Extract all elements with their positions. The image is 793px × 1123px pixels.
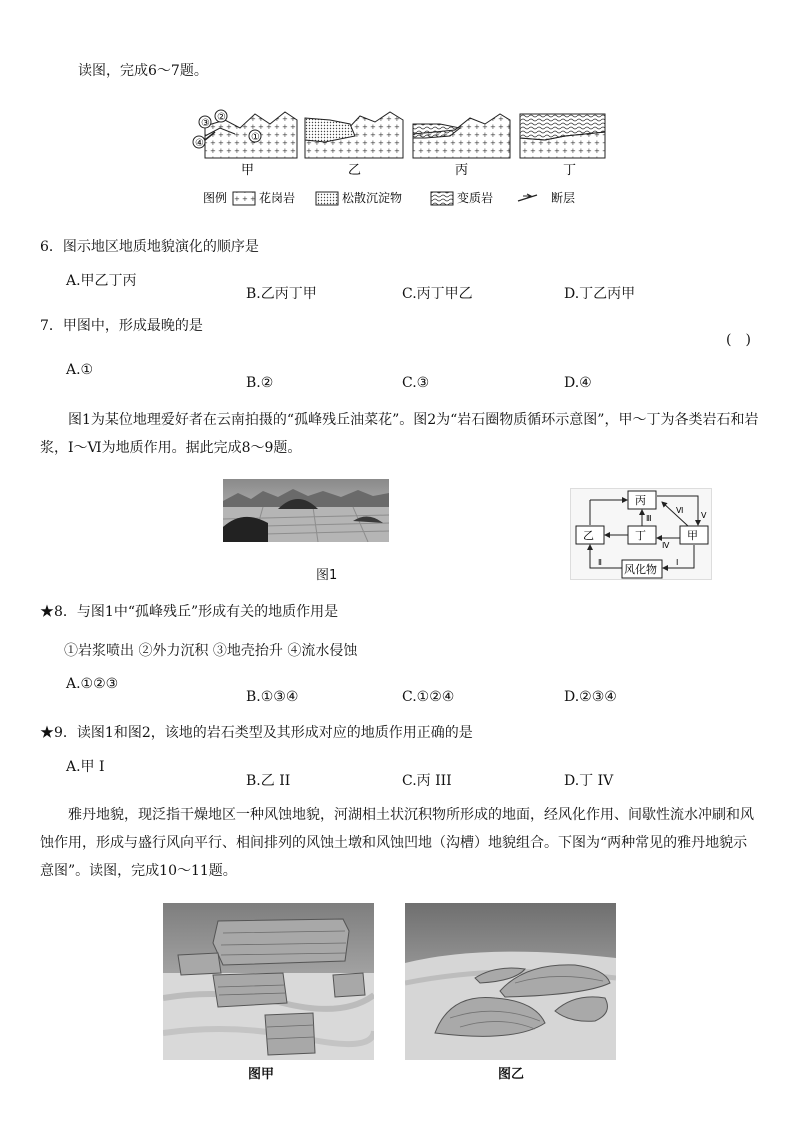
q7-option-d[interactable]: D.④ [564, 375, 592, 391]
marker-1: ① [251, 132, 260, 143]
q6-option-b[interactable]: B.乙丙丁甲 [246, 286, 317, 302]
legend-metamorphic: 变质岩 [457, 191, 494, 205]
intro-8-9: 图1为某位地理爱好者在云南拍摄的“孤峰残丘油菜花”。图2为“岩石圈物质循环示意图”，甲～丁为各类岩石和岩浆，Ⅰ～Ⅵ为地质作用。据此完成8～9题。 [40, 412, 759, 456]
legend-fault: 断层 [551, 191, 576, 205]
q8-items: ①岩浆喷出 ②外力沉积 ③地壳抬升 ④流水侵蚀 [64, 643, 358, 659]
q7-option-c[interactable]: C.③ [402, 375, 430, 391]
q7-stem: 7．甲图中，形成最晚的是 [40, 318, 203, 334]
arrow-1: Ⅰ [676, 558, 679, 567]
marker-3: ③ [201, 118, 210, 129]
yardang-image-yi [405, 903, 616, 1060]
box-bing-label: 丙 [635, 494, 646, 507]
star-icon: ★ [40, 725, 54, 741]
q8-option-c[interactable]: C.①②④ [402, 689, 455, 705]
box-ding-label: 丁 [635, 529, 646, 542]
marker-2: ② [217, 112, 226, 123]
star-icon: ★ [40, 604, 54, 620]
q8-option-b[interactable]: B.①③④ [246, 689, 299, 705]
legend-granite-swatch [233, 192, 255, 205]
legend-granite: 花岗岩 [259, 191, 296, 205]
q6-option-a[interactable]: A.甲乙丁丙 [66, 273, 137, 289]
arrow-4: Ⅳ [662, 541, 670, 550]
q7-option-b[interactable]: B.② [246, 375, 274, 391]
legend-sediment: 松散沉淀物 [342, 191, 403, 205]
legend-metamorphic-swatch [431, 192, 453, 205]
fig-jia-caption: 图甲 [248, 1067, 275, 1082]
q8-option-d[interactable]: D.②③④ [564, 689, 617, 705]
rock-cycle-diagram [570, 488, 712, 580]
yardang-image-jia [163, 903, 374, 1060]
panel-jia [193, 110, 297, 158]
arrow-5: Ⅴ [701, 511, 707, 520]
q9-stem: 9．读图1和图2，该地的岩石类型及其形成对应的地质作用正确的是 [54, 725, 473, 741]
box-jia-label: 甲 [687, 529, 698, 542]
panel-ding [520, 114, 605, 158]
box-yi-label: 乙 [583, 529, 594, 542]
panel-bing [413, 114, 510, 158]
q8-option-a[interactable]: A.①②③ [66, 676, 119, 692]
q6-stem: 6．图示地区地质地貌演化的顺序是 [40, 239, 259, 255]
q9-option-d[interactable]: D.丁 IV [564, 773, 614, 789]
arrow-2: Ⅱ [598, 558, 602, 567]
panel-label-yi: 乙 [348, 163, 362, 178]
box-weathering-label: 风化物 [624, 563, 657, 576]
intro-10-11: 雅丹地貌，现泛指干燥地区一种风蚀地貌，河湖相土状沉积物所形成的地面，经风化作用、间歇性流水冲刷和风蚀作用，形成与盛行风向平行、相间排列的风蚀土墩和风蚀凹地（沟槽）地貌组合。下图为“两种常见的雅丹地貌示意图”。读图，完成10～11题。 [40, 807, 754, 879]
q9-option-b[interactable]: B.乙 II [246, 773, 291, 789]
q8-stem-line [40, 601, 338, 621]
panel-label-ding: 丁 [563, 163, 577, 178]
q7-answer-bracket[interactable]: ( ) [726, 332, 751, 348]
fault-icon [518, 194, 537, 201]
q7-option-a[interactable]: A.① [66, 362, 94, 378]
geology-cross-section-figure [185, 106, 615, 212]
panel-label-jia: 甲 [241, 163, 255, 178]
fig-yi-caption: 图乙 [498, 1067, 525, 1082]
q8-stem: 8．与图1中“孤峰残丘”形成有关的地质作用是 [54, 604, 339, 620]
q6-option-c[interactable]: C.丙丁甲乙 [402, 286, 473, 302]
fig1-caption: 图1 [316, 568, 338, 583]
q9-option-c[interactable]: C.丙 III [402, 773, 452, 789]
legend-sediment-swatch [316, 192, 338, 205]
photo-isolated-peaks [223, 479, 389, 542]
q6-option-d[interactable]: D.丁乙丙甲 [564, 286, 636, 302]
panel-yi [305, 112, 403, 158]
arrow-6: Ⅵ [676, 506, 684, 515]
marker-4: ④ [195, 138, 204, 149]
intro-6-7: 读图，完成6～7题。 [78, 63, 208, 79]
q9-stem-line [40, 722, 473, 742]
arrow-3: Ⅲ [646, 514, 652, 523]
panel-label-bing: 丙 [455, 163, 469, 178]
q9-option-a[interactable]: A.甲 I [66, 759, 105, 775]
legend-title: 图例 [203, 191, 228, 205]
